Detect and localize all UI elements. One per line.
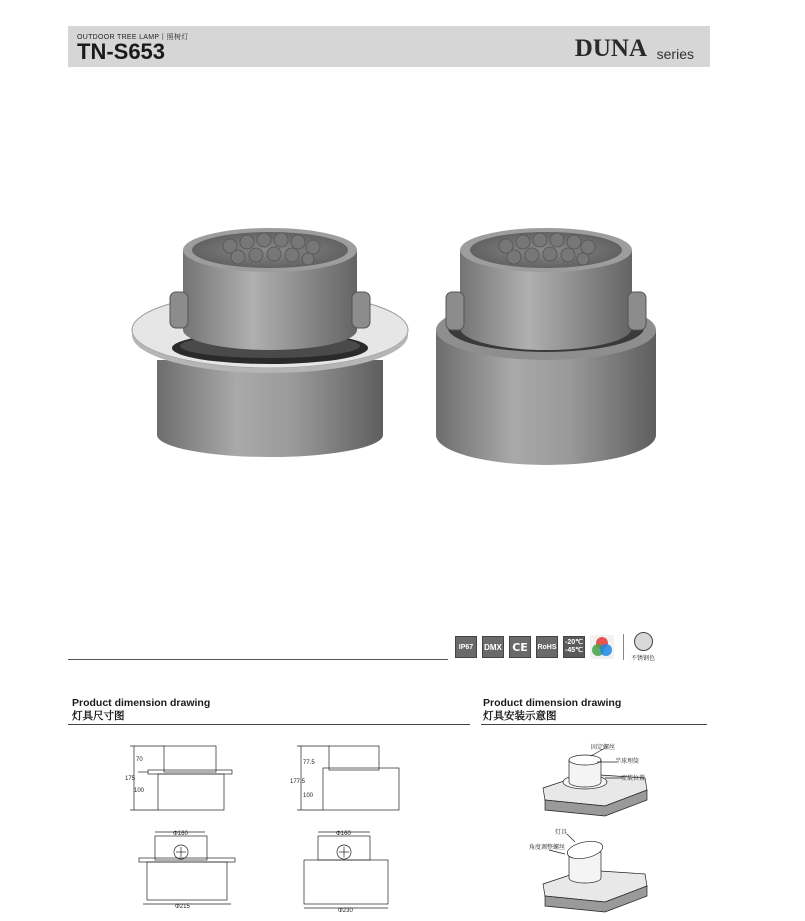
series-name: DUNA <box>574 35 647 62</box>
drawing-tube-front <box>300 826 410 914</box>
installation-section-rule <box>481 724 707 725</box>
drawing-flange-front <box>135 826 245 910</box>
rgb-icon <box>590 635 614 659</box>
dim-c-bottom: Φ215 <box>175 904 190 910</box>
color-label: 不锈钢色 <box>631 656 656 662</box>
dim-a-top: 70 <box>136 757 143 763</box>
label-angle-screw: 角度调整螺丝 <box>529 845 566 851</box>
dim-b-total: 177.5 <box>290 779 306 785</box>
temp-min: -45℃ <box>565 647 583 654</box>
label-position: 安装位置 <box>621 776 646 782</box>
label-hemisphere: 半球埋筒 <box>615 759 640 765</box>
dim-a-total: 175 <box>125 776 136 782</box>
dimension-section-rule <box>68 724 470 725</box>
drawing-tube-side <box>285 742 415 814</box>
dmx-badge: DMX <box>482 636 504 658</box>
ce-badge: CE <box>509 636 531 658</box>
installation-diagram <box>525 738 665 916</box>
installation-section-title: Product dimension drawing 灯具安装示意图 <box>483 697 622 722</box>
header-band <box>68 26 710 67</box>
dim-c-top: Φ160 <box>173 831 188 837</box>
dimension-section-title: Product dimension drawing 灯具尺寸图 <box>72 697 211 722</box>
dim-a-bottom: 100 <box>134 788 145 794</box>
lamp-flange-version <box>132 228 408 457</box>
rohs-badge: RoHS <box>536 636 558 658</box>
lamp-tube-version <box>436 228 656 465</box>
product-model: TN-S653 <box>77 39 166 64</box>
temperature-badge <box>563 636 585 658</box>
icon-separator <box>623 634 624 660</box>
dim-b-top: 77.5 <box>303 760 315 766</box>
color-swatch <box>631 632 655 662</box>
temp-max: -20℃ <box>565 639 583 646</box>
divider-line <box>68 659 448 660</box>
ip-rating-badge: IP67 <box>455 636 477 658</box>
dim-d-top: Φ160 <box>336 831 351 837</box>
drawing-flange-side <box>120 742 250 814</box>
product-category: OUTDOOR TREE LAMP丨照树灯 <box>77 34 189 41</box>
feature-icons <box>455 633 655 661</box>
dim-b-bottom: 100 <box>303 793 314 799</box>
stainless-color-icon <box>634 632 653 651</box>
series-suffix: series <box>656 46 694 62</box>
label-fixing-screw: 固定螺丝 <box>591 745 616 751</box>
label-lamp: 灯具 <box>555 830 568 836</box>
dim-d-bottom: Φ230 <box>338 908 353 914</box>
product-images <box>120 210 680 480</box>
